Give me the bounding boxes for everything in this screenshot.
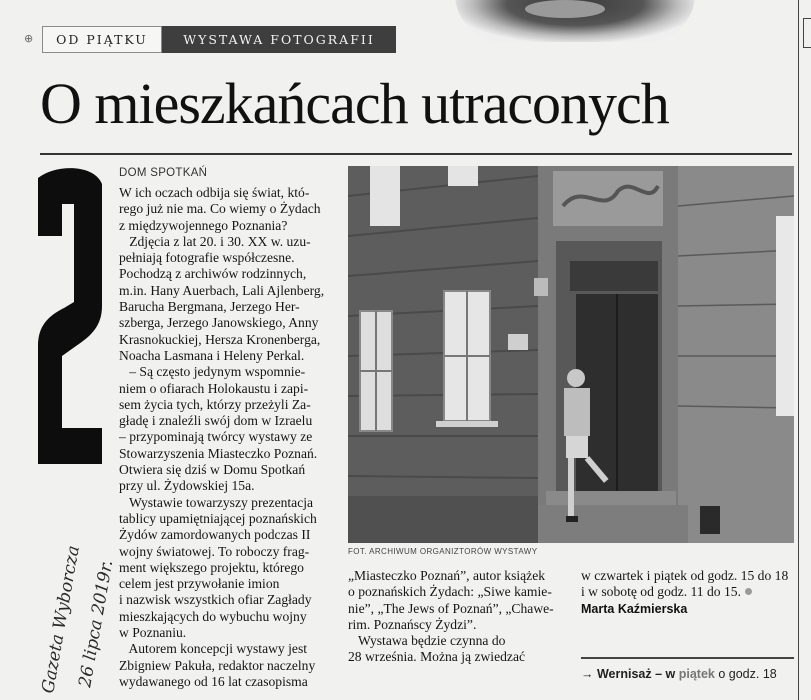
column-1-line: Noacha Lasmana i Heleny Perkal. <box>119 347 305 363</box>
column-1-line: Barucha Bergmana, Jerzego Her- <box>119 299 300 315</box>
end-bullet-icon <box>745 588 752 595</box>
column-1-line: gładę i znaleźli swój dom w Izraelu <box>119 413 313 429</box>
crosshair-icon: ⊕ <box>24 32 34 45</box>
column-1-line: sem życia tych, którzy przeżyli Za- <box>119 396 311 412</box>
column-1-line: przy ul. Żydowskiej 15a. <box>119 478 255 494</box>
article-column-1 <box>119 185 343 690</box>
headline: O mieszkańcach utraconych <box>40 71 669 136</box>
column-1-line: Krasnokuckiej, Hersza Kronenberga, <box>119 331 321 347</box>
column-2-line: Wystawa będzie czynna do <box>348 633 506 649</box>
column-1-line: W ich oczach odbija się świat, któ- <box>119 185 310 200</box>
column-1-line: celem jest przywołanie imion <box>119 576 280 592</box>
event-lead: Wernisaż – w <box>596 667 679 681</box>
big-numeral <box>36 166 106 466</box>
column-1-line: w Poznaniu. <box>119 625 187 641</box>
torn-photo-fragment <box>455 0 695 42</box>
column-1-line: mieszkających do wybuchu wojny <box>119 608 307 624</box>
column-1-line: rego już nie ma. Co wiemy o Żydach <box>119 201 321 217</box>
building-photo <box>348 166 794 543</box>
column-1-line: m.in. Hany Auerbach, Lali Ajlenberg, <box>119 282 325 298</box>
kicker-category: WYSTAWA FOTOGRAFII <box>162 26 396 53</box>
arrow-icon: → <box>581 667 594 681</box>
event-day: piątek <box>678 667 715 681</box>
column-1-line: – Są często jedynym wspomnie- <box>119 364 306 380</box>
event-time: o godz. 18 <box>714 667 777 681</box>
author-byline: Marta Kaźmierska <box>581 601 688 616</box>
column-1-line: i nazwisk wszystkich ofiar Zagłady <box>119 592 312 608</box>
column-2-line: 28 września. Można ją zwiedzać <box>348 649 526 665</box>
column-1-line: wojny światowej. To roboczy frag- <box>119 543 310 559</box>
handwritten-line-2: 26 lipca 2019r. <box>75 558 118 689</box>
column-1-line: Zdjęcia z lat 20. i 30. XX w. uzu- <box>119 233 311 249</box>
column-1-line: Wystawie towarzyszy prezentacja <box>119 494 314 510</box>
column-1-line: Autorem koncepcji wystawy jest <box>119 641 308 657</box>
column-1-line: z międzywojennego Poznania? <box>119 217 288 233</box>
column-3-line: w czwartek i piątek od godz. 15 do 18 <box>581 568 789 583</box>
event-info <box>581 667 777 681</box>
column-1-line: tablicy upamiętniającej poznańskich <box>119 510 317 526</box>
column-1-line: ment większego projektu, którego <box>119 559 304 575</box>
handwritten-source-note <box>28 528 128 696</box>
column-1-line: niem o ofiarach Holokaustu i zapi- <box>119 380 309 396</box>
kicker-label: OD PIĄTKU <box>42 26 162 53</box>
section-label: DOM SPOTKAŃ <box>119 167 208 179</box>
page-edge-rule <box>798 0 799 700</box>
column-2-line: o poznańskich Żydach: „Siwe kamie- <box>348 584 552 600</box>
headline-rule <box>40 153 792 155</box>
column-1-line: Zbigniew Pakuła, redaktor naczelny <box>119 657 316 673</box>
column-1-line: pełniają fotografie współczesne. <box>119 250 295 266</box>
column-1-line: szberga, Jerzego Janowskiego, Anny <box>119 315 319 331</box>
column-1-line: Stowarzyszenia Miasteczko Poznań. <box>119 445 318 461</box>
photo-credit: FOT. ARCHIWUM ORGANIZTORÓW WYSTAWY <box>348 547 538 556</box>
article-column-3 <box>581 568 795 617</box>
article-column-2 <box>348 568 563 666</box>
handwritten-line-1: Gazeta Wyborcza <box>38 543 84 695</box>
page-edge-mark <box>803 18 811 48</box>
column-3-line: i w sobotę od godz. 11 do 15. <box>581 584 795 600</box>
column-1-line: Otwiera się dziś w Domu Spotkań <box>119 462 306 478</box>
column-2-line: nie”, „The Jews of Poznań”, „Chawe- <box>348 600 554 616</box>
event-rule <box>581 657 794 659</box>
column-1-line: Żydów zamordowanych podczas II <box>119 527 311 543</box>
column-2-line: „Miasteczko Poznań”, autor książek <box>348 568 546 583</box>
column-1-line: Pochodzą z archiwów rodzinnych, <box>119 266 307 282</box>
column-1-line: – przypominają twórcy wystawy ze <box>119 429 313 445</box>
column-2-line: rim. Poznańscy Żydzi”. <box>348 616 477 632</box>
column-1-line: wydawanego od 16 lat czasopisma <box>119 673 308 689</box>
